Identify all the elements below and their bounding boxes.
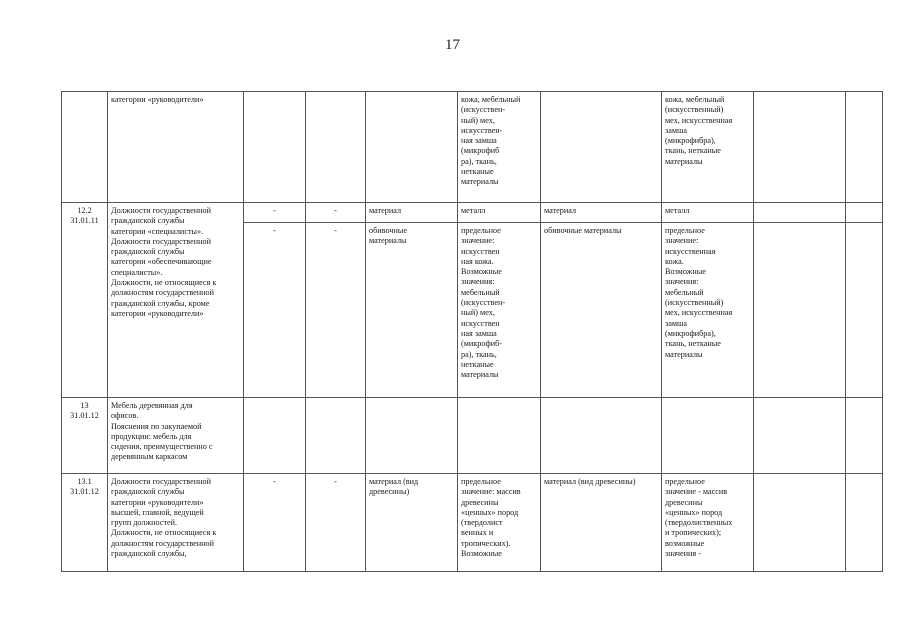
- cell-col9: [754, 474, 846, 572]
- cell-position-name: Должности государственной гражданской службы категории «специалисты». Должности государственной гражданской службы категории «обеспечивающие специалисты». Должности, не относящиеся к должностям государственной гражданской службы, кроме категории «руководители»: [108, 203, 244, 398]
- page-number: 17: [445, 37, 460, 53]
- cell-col4: [306, 398, 366, 474]
- cell-col4: -: [306, 223, 366, 398]
- table-row: [62, 474, 883, 572]
- cell-col10: [846, 474, 883, 572]
- cell-characteristic: [366, 92, 458, 203]
- table-row: [62, 92, 883, 203]
- table-row: [62, 398, 883, 474]
- cell-characteristic: [366, 398, 458, 474]
- cell-col4: [306, 92, 366, 203]
- cell-col10: [846, 203, 883, 223]
- cell-col10: [846, 92, 883, 203]
- cell-value: металл: [458, 203, 541, 223]
- cell-value: предельное значение: массив древесины «ценных» пород (твердолист венных и тропических). Возможные: [458, 474, 541, 572]
- cell-value-2: кожа, мебельный (искусственный) мех, искусственная замша (микрофибра), ткань, нетканые материалы: [662, 92, 754, 203]
- cell-col9: [754, 223, 846, 398]
- cell-position-name: Должности государственной гражданской службы категории «руководители» высшей, главной, ведущей групп должностей. Должности, не относящиеся к должностям государственной гражданской службы,: [108, 474, 244, 572]
- cell-number: 12.2 31.01.11: [62, 203, 108, 398]
- cell-number: [62, 92, 108, 203]
- cell-characteristic-2: [541, 92, 662, 203]
- cell-value: предельное значение: искусствен ная кожа. Возможные значения: мебельный (искусствен- ный) мех, искусствен ная замша (микрофиб- ра), ткань, нетканые материалы: [458, 223, 541, 398]
- cell-col4: -: [306, 203, 366, 223]
- cell-col3: -: [244, 203, 306, 223]
- cell-value-2: предельное значение - массив древесины «ценных» пород (твердолиственных и тропических); возможные значения -: [662, 474, 754, 572]
- cell-value: кожа, мебельный (искусствен- ный) мех, искусствен- ная замша (микрофиб ра), ткань, нетканые материалы: [458, 92, 541, 203]
- cell-position-name: Мебель деревянная для офисов. Пояснения по закупаемой продукции: мебель для сидения, преимущественно с деревянным каркасом: [108, 398, 244, 474]
- cell-col9: [754, 92, 846, 203]
- cell-characteristic-2: материал (вид древесины): [541, 474, 662, 572]
- cell-col4: -: [306, 474, 366, 572]
- cell-col3: [244, 398, 306, 474]
- cell-col3: [244, 92, 306, 203]
- cell-value: [458, 398, 541, 474]
- cell-col10: [846, 223, 883, 398]
- table-row: [62, 203, 883, 223]
- cell-position-name: категории «руководители»: [108, 92, 244, 203]
- requirements-table: [61, 91, 883, 572]
- cell-col3: -: [244, 474, 306, 572]
- cell-characteristic: обивочные материалы: [366, 223, 458, 398]
- cell-characteristic-2: материал: [541, 203, 662, 223]
- cell-value-2: металл: [662, 203, 754, 223]
- cell-characteristic: материал (вид древесины): [366, 474, 458, 572]
- cell-characteristic-2: [541, 398, 662, 474]
- cell-col3: -: [244, 223, 306, 398]
- cell-col9: [754, 398, 846, 474]
- cell-col9: [754, 203, 846, 223]
- cell-value-2: [662, 398, 754, 474]
- cell-col10: [846, 398, 883, 474]
- cell-characteristic: материал: [366, 203, 458, 223]
- cell-characteristic-2: обивочные материалы: [541, 223, 662, 398]
- cell-number: 13 31.01.12: [62, 398, 108, 474]
- cell-value-2: предельное значение: искусственная кожа. Возможные значения: мебельный (искусственный) мех, искусственная замша (микрофибра), ткань, нетканые материалы: [662, 223, 754, 398]
- cell-number: 13.1 31.01.12: [62, 474, 108, 572]
